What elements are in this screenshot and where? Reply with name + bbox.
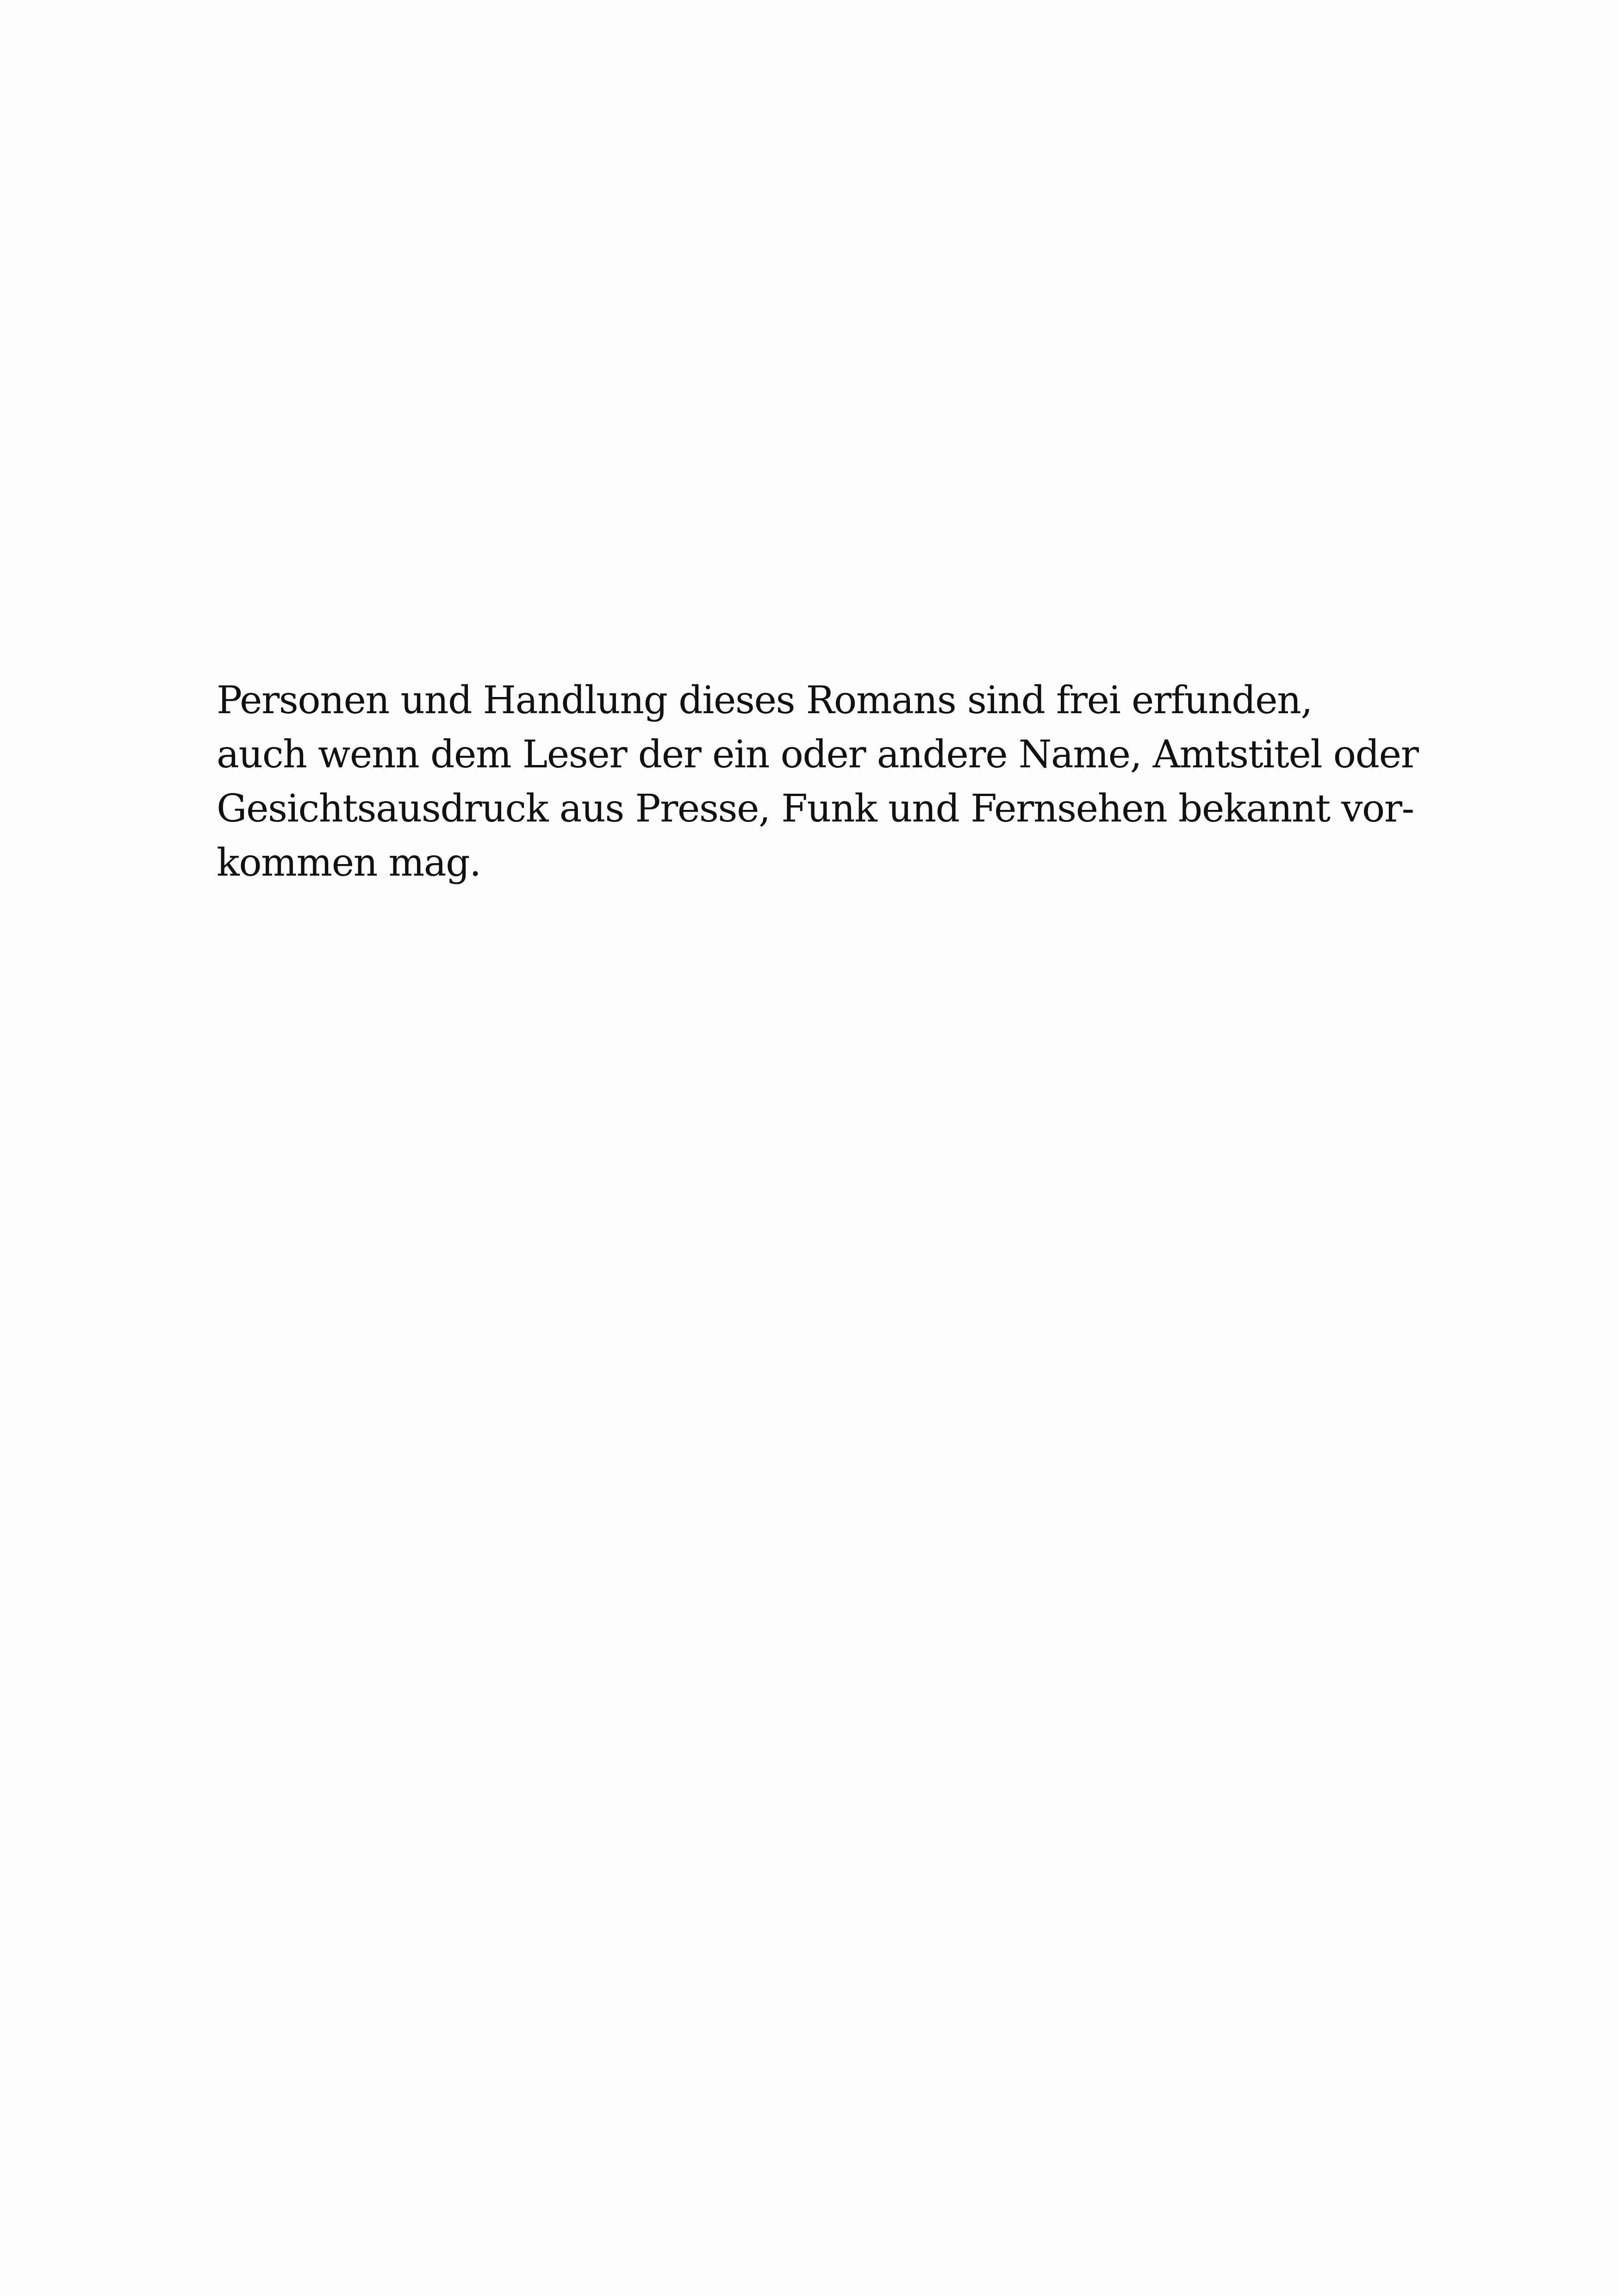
disclaimer-line-1: Personen und Handlung dieses Romans sind frei erfunden,: [217, 678, 1313, 722]
disclaimer-line-4: kommen mag.: [217, 841, 481, 885]
disclaimer-line-3: Gesichtsausdruck aus Presse, Funk und Fernsehen bekannt vor-: [217, 787, 1414, 831]
disclaimer-line-2: auch wenn dem Leser der ein oder andere Name, Amtstitel oder: [217, 733, 1419, 777]
fiction-disclaimer: [217, 673, 1466, 890]
